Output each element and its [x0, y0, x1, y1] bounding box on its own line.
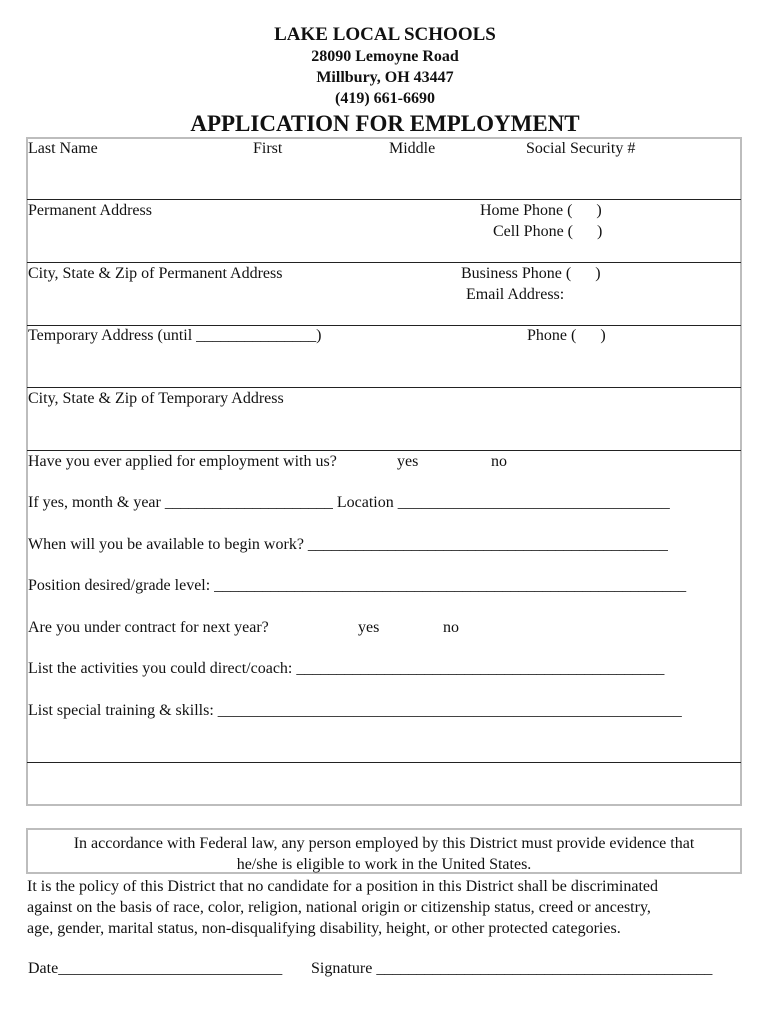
last-name-label: Last Name — [28, 140, 98, 157]
training-extra-line[interactable] — [27, 762, 741, 763]
temporary-address-line[interactable] — [27, 387, 741, 388]
policy-line-2: against on the basis of race, color, religion, national origin or citizenship status, creed or ancestry, — [27, 899, 651, 916]
city-temporary-label: City, State & Zip of Temporary Address — [28, 390, 284, 407]
cell-phone-label: Cell Phone ( ) — [493, 223, 603, 240]
applied-before-question: Have you ever applied for employment with us? — [28, 453, 337, 470]
position-field[interactable]: Position desired/grade level: ___________________________________________________________ — [28, 577, 687, 594]
temporary-address-label: Temporary Address (until _______________) — [28, 327, 322, 344]
notice-line-2: he/she is eligible to work in the United States. — [236, 856, 532, 873]
policy-line-1: It is the policy of this District that no candidate for a position in this District shall be discriminated — [27, 878, 658, 895]
temp-phone-label: Phone ( ) — [527, 327, 606, 344]
notice-line-1: In accordance with Federal law, any person employed by this District must provide evidence that — [73, 835, 695, 852]
activities-field[interactable]: List the activities you could direct/coach: ______________________________________________ — [28, 660, 665, 677]
school-city: Millbury, OH 43447 — [316, 69, 454, 86]
federal-law-notice — [26, 828, 742, 874]
applied-no-option[interactable]: no — [491, 453, 507, 470]
school-name: LAKE LOCAL SCHOOLS — [274, 24, 496, 45]
training-field[interactable]: List special training & skills: __________________________________________________________ — [28, 702, 682, 719]
middle-name-label: Middle — [389, 140, 436, 157]
name-line[interactable] — [27, 199, 741, 200]
if-yes-field[interactable]: If yes, month & year _____________________ Location __________________________________ — [28, 494, 670, 511]
date-field[interactable]: Date____________________________ — [28, 960, 283, 977]
city-permanent-label: City, State & Zip of Permanent Address — [28, 265, 283, 282]
business-phone-label: Business Phone ( ) — [461, 265, 601, 282]
permanent-address-label: Permanent Address — [28, 202, 152, 219]
available-field[interactable]: When will you be available to begin work? _____________________________________________ — [28, 536, 668, 553]
non-discrimination-policy — [27, 876, 743, 939]
permanent-address-line[interactable] — [27, 262, 741, 263]
city-permanent-line[interactable] — [27, 325, 741, 326]
school-phone: (419) 661-6690 — [335, 90, 435, 107]
city-temporary-line[interactable] — [27, 450, 741, 451]
ssn-label: Social Security # — [526, 140, 636, 157]
contract-no-option[interactable]: no — [443, 619, 459, 636]
under-contract-question: Are you under contract for next year? — [28, 619, 269, 636]
school-street: 28090 Lemoyne Road — [311, 48, 459, 65]
first-name-label: First — [253, 140, 283, 157]
policy-line-3: age, gender, marital status, non-disqualifying disability, height, or other protected categories. — [27, 920, 621, 937]
home-phone-label: Home Phone ( ) — [480, 202, 602, 219]
email-label: Email Address: — [466, 286, 565, 303]
signature-field[interactable]: Signature __________________________________________ — [311, 960, 713, 977]
applied-yes-option[interactable]: yes — [397, 453, 419, 470]
form-title: APPLICATION FOR EMPLOYMENT — [190, 111, 580, 136]
contract-yes-option[interactable]: yes — [358, 619, 380, 636]
